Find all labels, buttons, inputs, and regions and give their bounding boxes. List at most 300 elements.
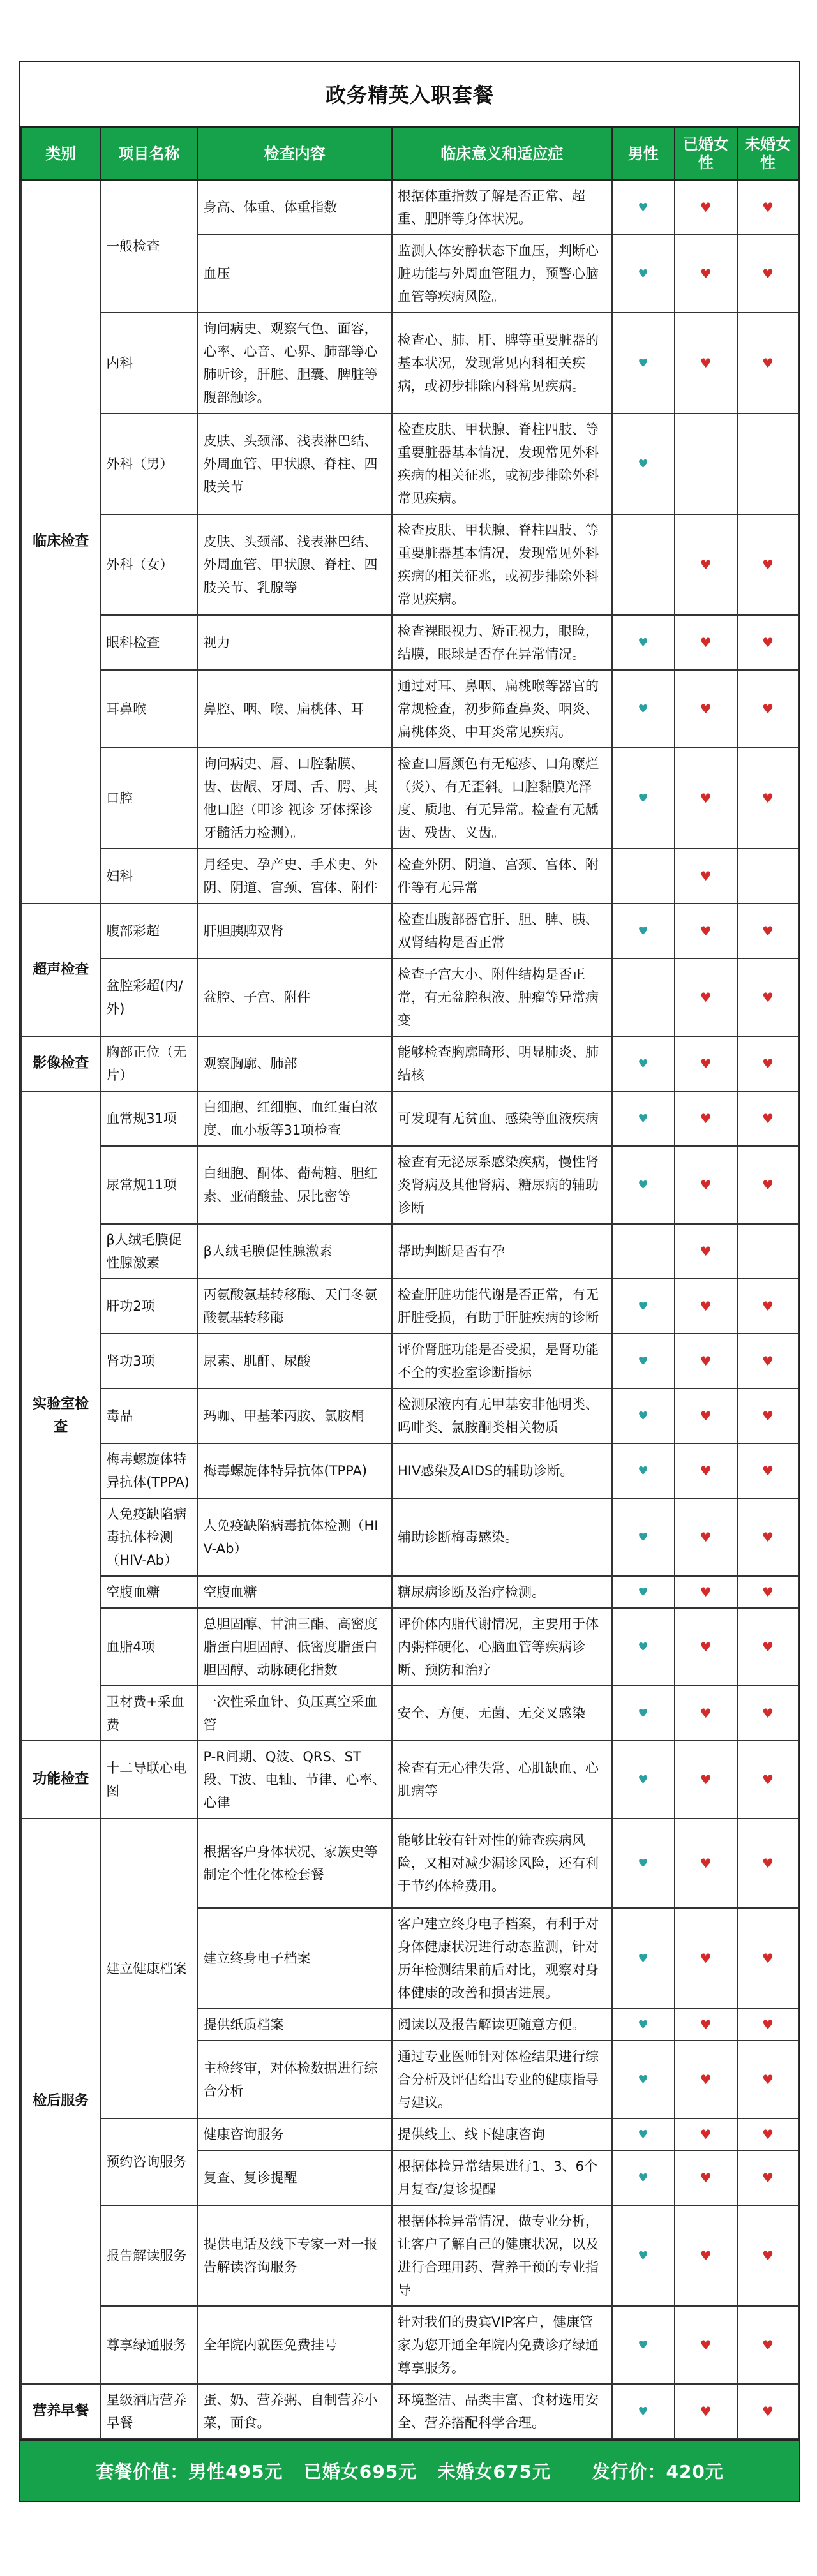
table-row bbox=[21, 1334, 798, 1389]
male-mark-cell bbox=[612, 1498, 675, 1576]
heart-icon: ♥ bbox=[761, 1706, 774, 1721]
heart-icon: ♥ bbox=[700, 1353, 712, 1369]
heart-icon: ♥ bbox=[761, 1951, 774, 1966]
table-row bbox=[21, 1224, 798, 1279]
male-mark-cell bbox=[612, 2150, 675, 2205]
male-mark-cell bbox=[612, 413, 675, 514]
unmarried-female-mark-cell bbox=[737, 514, 798, 615]
meaning-cell: 检查心、肺、肝、脾等重要脏器的基本状况，发现常见内科相关疾病，或初步排除内科常见疾病。 bbox=[392, 313, 612, 413]
heart-icon: ♥ bbox=[700, 355, 712, 371]
table-row bbox=[21, 1819, 798, 1908]
dot-icon: ♥ bbox=[638, 1952, 648, 1965]
unmarried-female-mark-cell bbox=[737, 2041, 798, 2118]
content-cell: 复查、复诊提醒 bbox=[197, 2150, 392, 2205]
heart-icon: ♥ bbox=[700, 2337, 712, 2353]
item-name-cell: 胸部正位（无片） bbox=[100, 1036, 197, 1091]
dot-icon: ♥ bbox=[638, 2405, 648, 2418]
heart-icon: ♥ bbox=[700, 1530, 712, 1545]
category-cell: 影像检查 bbox=[21, 1036, 100, 1091]
dot-icon: ♥ bbox=[638, 201, 648, 214]
male-mark-cell bbox=[612, 1443, 675, 1498]
item-name-cell: 尊享绿通服务 bbox=[100, 2306, 197, 2384]
heart-icon: ♥ bbox=[761, 355, 774, 371]
married-female-mark-cell bbox=[675, 2041, 737, 2118]
content-cell: 肝胆胰脾双肾 bbox=[197, 904, 392, 958]
item-name-cell: 卫材费+采血费 bbox=[100, 1686, 197, 1741]
male-mark-cell bbox=[612, 2306, 675, 2384]
male-mark-cell bbox=[612, 1608, 675, 1686]
item-name-cell: 血脂4项 bbox=[100, 1608, 197, 1686]
male-mark-cell bbox=[612, 235, 675, 313]
content-cell: 月经史、孕产史、手术史、外阴、阴道、宫颈、宫体、附件 bbox=[197, 849, 392, 904]
married-female-mark-cell bbox=[675, 2009, 737, 2041]
male-mark-cell bbox=[612, 1576, 675, 1608]
unmarried-female-mark-cell bbox=[737, 904, 798, 958]
table-row bbox=[21, 2205, 798, 2306]
table-row bbox=[21, 1608, 798, 1686]
footer-sale-label: 发行价： bbox=[592, 2461, 666, 2482]
table-row bbox=[21, 2384, 798, 2439]
item-name-cell: 肾功3项 bbox=[100, 1334, 197, 1389]
meaning-cell: 能够检查胸廓畸形、明显肺炎、肺结核 bbox=[392, 1036, 612, 1091]
dot-icon: ♥ bbox=[638, 925, 648, 938]
unmarried-female-mark-cell bbox=[737, 1498, 798, 1576]
male-mark-cell bbox=[612, 1908, 675, 2009]
category-cell: 检后服务 bbox=[21, 1819, 100, 2384]
married-female-mark-cell bbox=[675, 313, 737, 413]
unmarried-female-mark-cell bbox=[737, 670, 798, 748]
footer-unmarried-price: 未婚女675元 bbox=[437, 2461, 551, 2482]
heart-icon: ♥ bbox=[761, 2072, 774, 2087]
married-female-mark-cell bbox=[675, 748, 737, 849]
married-female-mark-cell bbox=[675, 1224, 737, 1279]
heart-icon: ♥ bbox=[761, 1177, 774, 1193]
meaning-cell: 帮助判断是否有孕 bbox=[392, 1224, 612, 1279]
content-cell: 梅毒螺旋体特异抗体(TPPA) bbox=[197, 1443, 392, 1498]
male-mark-cell bbox=[612, 2118, 675, 2150]
table-row bbox=[21, 1091, 798, 1146]
item-name-cell: 眼科检查 bbox=[100, 615, 197, 670]
married-female-mark-cell bbox=[675, 1908, 737, 2009]
male-mark-cell bbox=[612, 1741, 675, 1819]
heart-icon: ♥ bbox=[700, 923, 712, 939]
meaning-cell: 检查肝脏功能代谢是否正常，有无肝脏受损，有助于肝脏疾病的诊断 bbox=[392, 1279, 612, 1334]
married-female-mark-cell bbox=[675, 1389, 737, 1443]
married-female-mark-cell bbox=[675, 2384, 737, 2439]
heart-icon: ♥ bbox=[700, 2017, 712, 2032]
table-row bbox=[21, 2118, 798, 2150]
male-mark-cell bbox=[612, 615, 675, 670]
unmarried-female-mark-cell bbox=[737, 1686, 798, 1741]
item-name-cell: 外科（男） bbox=[100, 413, 197, 514]
content-cell: 身高、体重、体重指数 bbox=[197, 180, 392, 235]
unmarried-female-mark-cell bbox=[737, 1334, 798, 1389]
meaning-cell: 安全、方便、无菌、无交叉感染 bbox=[392, 1686, 612, 1741]
unmarried-female-mark-cell bbox=[737, 1091, 798, 1146]
table-row bbox=[21, 180, 798, 235]
unmarried-female-mark-cell bbox=[737, 180, 798, 235]
married-female-mark-cell bbox=[675, 615, 737, 670]
unmarried-female-mark-cell bbox=[737, 1819, 798, 1908]
dot-icon: ♥ bbox=[638, 1179, 648, 1192]
unmarried-female-mark-cell bbox=[737, 615, 798, 670]
male-mark-cell bbox=[612, 2205, 675, 2306]
meaning-cell: 提供线上、线下健康咨询 bbox=[392, 2118, 612, 2150]
meaning-cell: 环境整洁、品类丰富、食材选用安全、营养搭配科学合理。 bbox=[392, 2384, 612, 2439]
meaning-cell: 检查皮肤、甲状腺、脊柱四肢、等重要脏器基本情况，发现常见外科疾病的相关征兆，或初步排除外科常见疾病。 bbox=[392, 413, 612, 514]
table-header-row bbox=[21, 128, 798, 180]
item-name-cell: 腹部彩超 bbox=[100, 904, 197, 958]
dot-icon: ♥ bbox=[638, 2171, 648, 2185]
meaning-cell: 检查口唇颜色有无疱疹、口角糜烂（炎）、有无歪斜。口腔黏膜光泽度、质地、有无异常。检查有无龋齿、残齿、义齿。 bbox=[392, 748, 612, 849]
heart-icon: ♥ bbox=[700, 1244, 712, 1259]
meaning-cell: 阅读以及报告解读更随意方便。 bbox=[392, 2009, 612, 2041]
heart-icon: ♥ bbox=[700, 2127, 712, 2142]
item-name-cell: 妇科 bbox=[100, 849, 197, 904]
table-row bbox=[21, 1443, 798, 1498]
heart-icon: ♥ bbox=[761, 2337, 774, 2353]
heart-icon: ♥ bbox=[700, 990, 712, 1005]
male-mark-cell bbox=[612, 1686, 675, 1741]
male-mark-cell bbox=[612, 904, 675, 958]
unmarried-female-mark-cell bbox=[737, 313, 798, 413]
heart-icon: ♥ bbox=[700, 2170, 712, 2185]
item-name-cell: 内科 bbox=[100, 313, 197, 413]
heart-icon: ♥ bbox=[761, 1353, 774, 1369]
male-mark-cell bbox=[612, 958, 675, 1036]
unmarried-female-mark-cell bbox=[737, 2306, 798, 2384]
married-female-mark-cell bbox=[675, 904, 737, 958]
unmarried-female-mark-cell bbox=[737, 1908, 798, 2009]
dot-icon: ♥ bbox=[638, 2339, 648, 2352]
table-row bbox=[21, 1741, 798, 1819]
meaning-cell: 客户建立终身电子档案，有利于对身体健康状况进行动态监测，针对历年检测结果前后对比，观察对身体健康的改善和损害进展。 bbox=[392, 1908, 612, 2009]
dot-icon: ♥ bbox=[638, 703, 648, 716]
dot-icon: ♥ bbox=[638, 1586, 648, 1599]
heart-icon: ♥ bbox=[761, 990, 774, 1005]
page-title: 政务精英入职套餐 bbox=[20, 62, 799, 127]
unmarried-female-mark-cell bbox=[737, 1224, 798, 1279]
content-cell: 蛋、奶、营养粥、自制营养小菜，面食。 bbox=[197, 2384, 392, 2439]
content-cell: 视力 bbox=[197, 615, 392, 670]
table-row bbox=[21, 1036, 798, 1091]
heart-icon: ♥ bbox=[700, 2248, 712, 2263]
dot-icon: ♥ bbox=[638, 1300, 648, 1313]
content-cell: 空腹血糖 bbox=[197, 1576, 392, 1608]
heart-icon: ♥ bbox=[761, 1408, 774, 1424]
meaning-cell: 根据体检异常结果进行1、3、6个月复查/复诊提醒 bbox=[392, 2150, 612, 2205]
male-mark-cell bbox=[612, 1334, 675, 1389]
meaning-cell: 评价体内脂代谢情况，主要用于体内粥样硬化、心脑血管等疾病诊断、预防和治疗 bbox=[392, 1608, 612, 1686]
dot-icon: ♥ bbox=[638, 1410, 648, 1423]
dot-icon: ♥ bbox=[638, 2073, 648, 2087]
content-cell: 观察胸廓、肺部 bbox=[197, 1036, 392, 1091]
meaning-cell: HIV感染及AIDS的辅助诊断。 bbox=[392, 1443, 612, 1498]
item-name-cell: 梅毒螺旋体特异抗体(TPPA) bbox=[100, 1443, 197, 1498]
dot-icon: ♥ bbox=[638, 1464, 648, 1478]
item-name-cell: 口腔 bbox=[100, 748, 197, 849]
heart-icon: ♥ bbox=[700, 1772, 712, 1787]
heart-icon: ♥ bbox=[761, 1463, 774, 1478]
male-mark-cell bbox=[612, 2009, 675, 2041]
item-name-cell: 肝功2项 bbox=[100, 1279, 197, 1334]
table-row bbox=[21, 2306, 798, 2384]
meaning-cell: 根据体检异常情况，做专业分析，让客户了解自己的健康状况，以及进行合理用药、营养干预的专业指导 bbox=[392, 2205, 612, 2306]
meaning-cell: 检查外阴、阴道、宫颈、宫体、附件等有无异常 bbox=[392, 849, 612, 904]
content-cell: 皮肤、头颈部、浅表淋巴结、外周血管、甲状腺、脊柱、四肢关节、乳腺等 bbox=[197, 514, 392, 615]
table-row bbox=[21, 1146, 798, 1224]
male-mark-cell bbox=[612, 1819, 675, 1908]
married-female-mark-cell bbox=[675, 1146, 737, 1224]
dot-icon: ♥ bbox=[638, 792, 648, 805]
heart-icon: ♥ bbox=[700, 1056, 712, 1071]
meaning-cell: 根据体重指数了解是否正常、超重、肥胖等身体状况。 bbox=[392, 180, 612, 235]
dot-icon: ♥ bbox=[638, 1707, 648, 1720]
heart-icon: ♥ bbox=[761, 2404, 774, 2419]
heart-icon: ♥ bbox=[700, 1463, 712, 1478]
male-mark-cell bbox=[612, 2384, 675, 2439]
heart-icon: ♥ bbox=[700, 2404, 712, 2419]
table-row bbox=[21, 1498, 798, 1576]
header-married-female: 已婚女性 bbox=[675, 128, 737, 180]
content-cell: 丙氨酸氨基转移酶、天门冬氨酸氨基转移酶 bbox=[197, 1279, 392, 1334]
heart-icon: ♥ bbox=[761, 1299, 774, 1314]
male-mark-cell bbox=[612, 514, 675, 615]
unmarried-female-mark-cell bbox=[737, 1608, 798, 1686]
unmarried-female-mark-cell bbox=[737, 413, 798, 514]
heart-icon: ♥ bbox=[700, 1951, 712, 1966]
dot-icon: ♥ bbox=[638, 1857, 648, 1870]
item-name-cell: β人绒毛膜促性腺激素 bbox=[100, 1224, 197, 1279]
footer-male-price: 男性495元 bbox=[188, 2461, 283, 2482]
table-row bbox=[21, 670, 798, 748]
unmarried-female-mark-cell bbox=[737, 2009, 798, 2041]
content-cell: 人免疫缺陷病毒抗体检测（HIV-Ab） bbox=[197, 1498, 392, 1576]
content-cell: 盆腔、子宫、附件 bbox=[197, 958, 392, 1036]
meaning-cell: 检测尿液内有无甲基安非他明类、吗啡类、氯胺酮类相关物质 bbox=[392, 1389, 612, 1443]
meaning-cell: 通过对耳、鼻咽、扁桃喉等器官的常规检查，初步筛查鼻炎、咽炎、扁桃体炎、中耳炎常见疾病。 bbox=[392, 670, 612, 748]
category-cell: 临床检查 bbox=[21, 180, 100, 904]
content-cell: 总胆固醇、甘油三酯、高密度脂蛋白胆固醇、低密度脂蛋白胆固醇、动脉硬化指数 bbox=[197, 1608, 392, 1686]
item-name-cell: 空腹血糖 bbox=[100, 1576, 197, 1608]
heart-icon: ♥ bbox=[700, 868, 712, 884]
meaning-cell: 检查有无泌尿系感染疾病，慢性肾炎肾病及其他肾病、糖尿病的辅助诊断 bbox=[392, 1146, 612, 1224]
dot-icon: ♥ bbox=[638, 2018, 648, 2032]
married-female-mark-cell bbox=[675, 1576, 737, 1608]
heart-icon: ♥ bbox=[700, 701, 712, 717]
item-name-cell: 血常规31项 bbox=[100, 1091, 197, 1146]
heart-icon: ♥ bbox=[761, 2127, 774, 2142]
married-female-mark-cell bbox=[675, 1091, 737, 1146]
heart-icon: ♥ bbox=[700, 557, 712, 572]
item-name-cell: 建立健康档案 bbox=[100, 1819, 197, 2118]
heart-icon: ♥ bbox=[700, 791, 712, 806]
unmarried-female-mark-cell bbox=[737, 1036, 798, 1091]
table-row bbox=[21, 1389, 798, 1443]
meaning-cell: 检查出腹部器官肝、胆、脾、胰、双肾结构是否正常 bbox=[392, 904, 612, 958]
header-category: 类别 bbox=[21, 128, 100, 180]
married-female-mark-cell bbox=[675, 1279, 737, 1334]
item-name-cell: 星级酒店营养早餐 bbox=[100, 2384, 197, 2439]
item-name-cell: 报告解读服务 bbox=[100, 2205, 197, 2306]
content-cell: 一次性采血针、负压真空采血管 bbox=[197, 1686, 392, 1741]
married-female-mark-cell bbox=[675, 1819, 737, 1908]
married-female-mark-cell bbox=[675, 235, 737, 313]
header-content: 检查内容 bbox=[197, 128, 392, 180]
content-cell: β人绒毛膜促性腺激素 bbox=[197, 1224, 392, 1279]
heart-icon: ♥ bbox=[700, 1639, 712, 1655]
footer-sale-price: 420元 bbox=[666, 2461, 724, 2482]
heart-icon: ♥ bbox=[700, 1111, 712, 1126]
heart-icon: ♥ bbox=[761, 923, 774, 939]
meaning-cell: 检查裸眼视力、矫正视力，眼睑，结膜，眼球是否存在异常情况。 bbox=[392, 615, 612, 670]
male-mark-cell bbox=[612, 313, 675, 413]
heart-icon: ♥ bbox=[700, 1584, 712, 1600]
married-female-mark-cell bbox=[675, 2118, 737, 2150]
heart-icon: ♥ bbox=[761, 557, 774, 572]
heart-icon: ♥ bbox=[761, 1111, 774, 1126]
item-name-cell: 盆腔彩超(内/外) bbox=[100, 958, 197, 1036]
heart-icon: ♥ bbox=[700, 200, 712, 215]
item-name-cell: 十二导联心电图 bbox=[100, 1741, 197, 1819]
heart-icon: ♥ bbox=[761, 1530, 774, 1545]
male-mark-cell bbox=[612, 670, 675, 748]
married-female-mark-cell bbox=[675, 1036, 737, 1091]
heart-icon: ♥ bbox=[700, 1408, 712, 1424]
content-cell: 根据客户身体状况、家族史等制定个性化体检套餐 bbox=[197, 1819, 392, 1908]
meaning-cell: 可发现有无贫血、感染等血液疾病 bbox=[392, 1091, 612, 1146]
heart-icon: ♥ bbox=[700, 266, 712, 281]
category-cell: 超声检查 bbox=[21, 904, 100, 1036]
dot-icon: ♥ bbox=[638, 1531, 648, 1544]
content-cell: 主检终审，对体检数据进行综合分析 bbox=[197, 2041, 392, 2118]
unmarried-female-mark-cell bbox=[737, 2150, 798, 2205]
category-cell: 功能检查 bbox=[21, 1741, 100, 1819]
meaning-cell: 能够比较有针对性的筛查疾病风险，又相对减少漏诊风险，还有利于节约体检费用。 bbox=[392, 1819, 612, 1908]
heart-icon: ♥ bbox=[761, 200, 774, 215]
table-row bbox=[21, 958, 798, 1036]
item-name-cell: 人免疫缺陷病毒抗体检测（HIV-Ab） bbox=[100, 1498, 197, 1576]
married-female-mark-cell bbox=[675, 958, 737, 1036]
married-female-mark-cell bbox=[675, 849, 737, 904]
meaning-cell: 糖尿病诊断及治疗检测。 bbox=[392, 1576, 612, 1608]
header-meaning: 临床意义和适应症 bbox=[392, 128, 612, 180]
unmarried-female-mark-cell bbox=[737, 235, 798, 313]
male-mark-cell bbox=[612, 180, 675, 235]
table-row bbox=[21, 1576, 798, 1608]
male-mark-cell bbox=[612, 2041, 675, 2118]
content-cell: 尿素、肌酐、尿酸 bbox=[197, 1334, 392, 1389]
table-row bbox=[21, 849, 798, 904]
married-female-mark-cell bbox=[675, 1741, 737, 1819]
heart-icon: ♥ bbox=[700, 1856, 712, 1871]
dot-icon: ♥ bbox=[638, 1773, 648, 1787]
header-item: 项目名称 bbox=[100, 128, 197, 180]
heart-icon: ♥ bbox=[761, 2170, 774, 2185]
meaning-cell: 检查皮肤、甲状腺、脊柱四肢、等重要脏器基本情况，发现常见外科疾病的相关征兆，或初步排除外科常见疾病。 bbox=[392, 514, 612, 615]
dot-icon: ♥ bbox=[638, 267, 648, 281]
category-cell: 实验室检查 bbox=[21, 1091, 100, 1741]
content-cell: P-R间期、Q波、QRS、ST段、T波、电轴、节律、心率、心律 bbox=[197, 1741, 392, 1819]
dot-icon: ♥ bbox=[638, 1112, 648, 1126]
content-cell: 询问病史、观察气色、面容，心率、心音、心界、肺部等心肺听诊，肝脏、胆囊、脾脏等腹部触诊。 bbox=[197, 313, 392, 413]
male-mark-cell bbox=[612, 1389, 675, 1443]
meaning-cell: 检查子宫大小、附件结构是否正常，有无盆腔积液、肿瘤等异常病变 bbox=[392, 958, 612, 1036]
married-female-mark-cell bbox=[675, 2306, 737, 2384]
male-mark-cell bbox=[612, 748, 675, 849]
dot-icon: ♥ bbox=[638, 357, 648, 370]
heart-icon: ♥ bbox=[761, 701, 774, 717]
heart-icon: ♥ bbox=[761, 1639, 774, 1655]
table-row bbox=[21, 313, 798, 413]
content-cell: 提供电话及线下专家一对一报告解读咨询服务 bbox=[197, 2205, 392, 2306]
dot-icon: ♥ bbox=[638, 636, 648, 650]
heart-icon: ♥ bbox=[761, 1856, 774, 1871]
heart-icon: ♥ bbox=[761, 1772, 774, 1787]
content-cell: 玛咖、甲基苯丙胺、氯胺酮 bbox=[197, 1389, 392, 1443]
table-row bbox=[21, 1686, 798, 1741]
married-female-mark-cell bbox=[675, 1608, 737, 1686]
male-mark-cell bbox=[612, 1146, 675, 1224]
married-female-mark-cell bbox=[675, 1334, 737, 1389]
unmarried-female-mark-cell bbox=[737, 1279, 798, 1334]
unmarried-female-mark-cell bbox=[737, 1146, 798, 1224]
unmarried-female-mark-cell bbox=[737, 1576, 798, 1608]
heart-icon: ♥ bbox=[700, 2072, 712, 2087]
male-mark-cell bbox=[612, 849, 675, 904]
dot-icon: ♥ bbox=[638, 2128, 648, 2141]
unmarried-female-mark-cell bbox=[737, 849, 798, 904]
married-female-mark-cell bbox=[675, 514, 737, 615]
table-row bbox=[21, 1279, 798, 1334]
married-female-mark-cell bbox=[675, 413, 737, 514]
content-cell: 建立终身电子档案 bbox=[197, 1908, 392, 2009]
content-cell: 健康咨询服务 bbox=[197, 2118, 392, 2150]
heart-icon: ♥ bbox=[761, 2017, 774, 2032]
married-female-mark-cell bbox=[675, 1443, 737, 1498]
unmarried-female-mark-cell bbox=[737, 2118, 798, 2150]
content-cell: 白细胞、酮体、葡萄糖、胆红素、亚硝酸盐、尿比密等 bbox=[197, 1146, 392, 1224]
dot-icon: ♥ bbox=[638, 1641, 648, 1654]
content-cell: 血压 bbox=[197, 235, 392, 313]
heart-icon: ♥ bbox=[761, 266, 774, 281]
heart-icon: ♥ bbox=[761, 2248, 774, 2263]
table-row bbox=[21, 904, 798, 958]
unmarried-female-mark-cell bbox=[737, 1389, 798, 1443]
content-cell: 皮肤、头颈部、浅表淋巴结、外周血管、甲状腺、脊柱、四肢关节 bbox=[197, 413, 392, 514]
package-footer bbox=[20, 2439, 799, 2501]
dot-icon: ♥ bbox=[638, 1355, 648, 1368]
package-sheet bbox=[19, 61, 800, 2502]
married-female-mark-cell bbox=[675, 1686, 737, 1741]
male-mark-cell bbox=[612, 1279, 675, 1334]
footer-married-price: 已婚女695元 bbox=[303, 2461, 417, 2482]
male-mark-cell bbox=[612, 1091, 675, 1146]
heart-icon: ♥ bbox=[700, 1706, 712, 1721]
header-unmarried-female: 未婚女性 bbox=[737, 128, 798, 180]
unmarried-female-mark-cell bbox=[737, 2205, 798, 2306]
meaning-cell: 针对我们的贵宾VIP客户，健康管家为您开通全年院内免费诊疗绿通尊享服务。 bbox=[392, 2306, 612, 2384]
table-row bbox=[21, 413, 798, 514]
male-mark-cell bbox=[612, 1036, 675, 1091]
item-name-cell: 尿常规11项 bbox=[100, 1146, 197, 1224]
meaning-cell: 评价肾脏功能是否受损，是肾功能不全的实验室诊断指标 bbox=[392, 1334, 612, 1389]
dot-icon: ♥ bbox=[638, 1057, 648, 1071]
item-name-cell: 外科（女） bbox=[100, 514, 197, 615]
item-name-cell: 毒品 bbox=[100, 1389, 197, 1443]
heart-icon: ♥ bbox=[700, 1299, 712, 1314]
package-table bbox=[20, 127, 799, 2439]
